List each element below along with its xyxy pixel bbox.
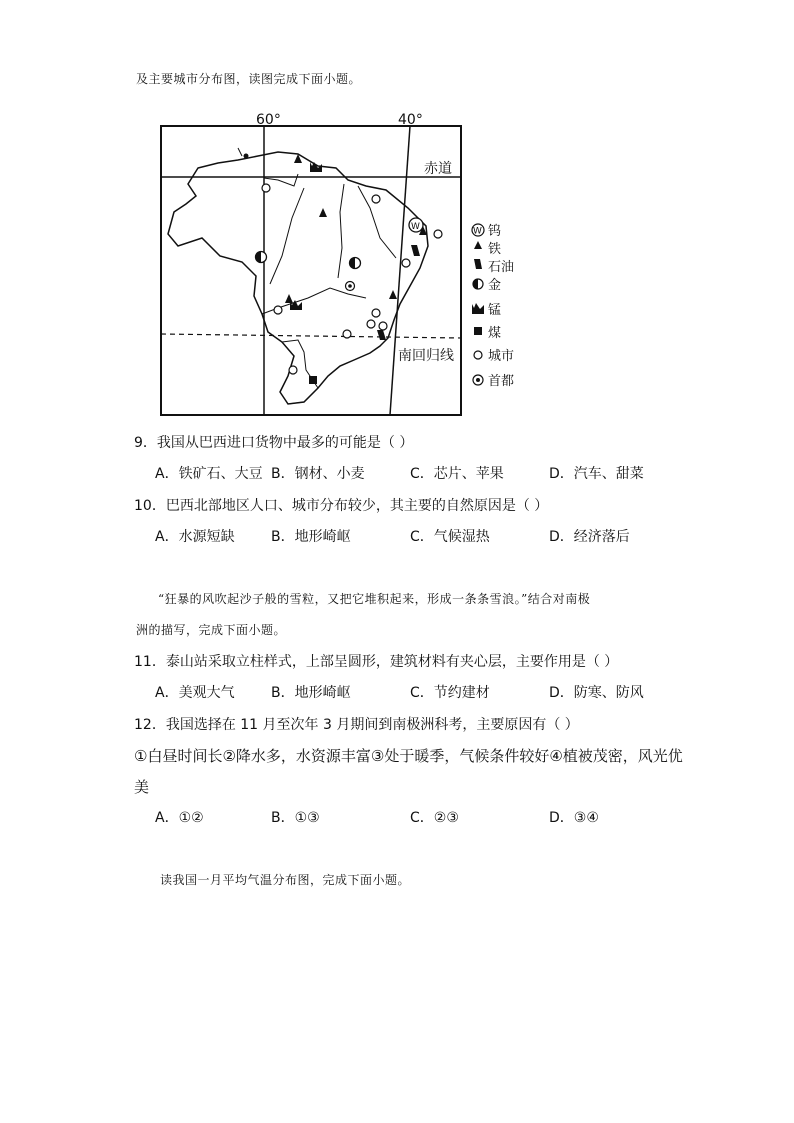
q11-option-b[interactable]: B．地形崎岖	[271, 685, 351, 701]
q12-option-d[interactable]: D．③④	[549, 810, 599, 826]
q9-option-a[interactable]: A．铁矿石、大豆	[155, 466, 263, 482]
equator-label: 赤道	[424, 161, 452, 177]
legend-oil: 石油	[488, 260, 515, 275]
meridian-40	[390, 126, 410, 415]
city-marker	[434, 230, 442, 238]
svg-text:W: W	[411, 222, 420, 232]
coal-mine	[309, 376, 317, 384]
svg-text:W: W	[473, 226, 482, 237]
q10-option-c[interactable]: C．气候湿热	[410, 529, 490, 545]
city-marker	[289, 366, 297, 374]
q11-option-d[interactable]: D．防寒、防风	[549, 685, 644, 701]
q10-option-d[interactable]: D．经济落后	[549, 529, 630, 545]
intro-text-map: 及主要城市分布图，读图完成下面小题。	[136, 72, 362, 86]
lon-60-label: 60°	[256, 112, 281, 128]
legend-capital: 首都	[488, 374, 515, 389]
legend-tungsten: 钨	[488, 224, 502, 239]
city-marker	[402, 259, 410, 267]
lon-40-label: 40°	[398, 112, 423, 128]
city-marker	[274, 306, 282, 314]
legend-city: 城市	[488, 349, 515, 364]
q11-option-a[interactable]: A．美观大气	[155, 685, 235, 701]
legend-gold: 金	[488, 278, 502, 293]
q12-option-b[interactable]: B．①③	[271, 810, 320, 826]
city-marker	[372, 195, 380, 203]
legend-manganese: 锰	[488, 303, 502, 318]
oil-symbol	[474, 259, 482, 269]
q11-option-c[interactable]: C．节约建材	[410, 685, 490, 701]
tropic-label: 南回归线	[398, 348, 454, 364]
city-marker	[262, 184, 270, 192]
iron-mine	[285, 294, 293, 303]
temperature-map-intro: 读我国一月平均气温分布图，完成下面小题。	[160, 873, 411, 887]
iron-mine	[389, 290, 397, 299]
iron-mine	[319, 208, 327, 217]
oil-field	[377, 330, 386, 340]
q10-option-a[interactable]: A．水源短缺	[155, 529, 235, 545]
q10-option-b[interactable]: B．地形崎岖	[271, 529, 351, 545]
manganese-mine	[310, 162, 322, 172]
question-10-stem: 10．巴西北部地区人口、城市分布较少，其主要的自然原因是（ ）	[134, 498, 549, 514]
map-legend	[472, 224, 514, 389]
city-marker	[372, 309, 380, 317]
coal-square	[474, 327, 482, 335]
q12-statements-line2: 美	[134, 778, 150, 796]
question-12-stem: 12．我国选择在 11 月至次年 3 月期间到南极洲科考，主要原因有（ ）	[134, 717, 579, 733]
legend-iron: 铁	[488, 242, 502, 257]
iron-triangle	[474, 241, 482, 249]
city-marker	[367, 320, 375, 328]
q9-option-c[interactable]: C．芯片、苹果	[410, 466, 504, 482]
question-9-stem: 9．我国从巴西进口货物中最多的可能是（ ）	[134, 435, 414, 451]
city-marker	[379, 322, 387, 330]
oil-field	[411, 245, 420, 256]
q9-option-d[interactable]: D．汽车、甜菜	[549, 466, 644, 482]
antarctica-intro-line1: “狂暴的风吹起沙子般的雪粒，又把它堆积起来，形成一条条雪浪。”结合对南极	[158, 592, 591, 606]
antarctica-intro-line2: 洲的描写，完成下面小题。	[136, 623, 287, 637]
manganese-symbol	[472, 303, 484, 314]
brazil-outline	[168, 152, 428, 404]
q12-option-c[interactable]: C．②③	[410, 810, 459, 826]
q12-statements-line1: ①白昼时间长②降水多，水资源丰富③处于暖季，气候条件较好④植被茂密，风光优	[134, 747, 683, 765]
city-circle	[474, 351, 482, 359]
legend-coal: 煤	[488, 326, 502, 341]
brazil-resource-map	[158, 108, 548, 420]
q9-option-b[interactable]: B．钢材、小麦	[271, 466, 365, 482]
tropic-line	[161, 334, 461, 338]
question-11-stem: 11．泰山站采取立柱样式，上部呈圆形，建筑材料有夹心层，主要作用是（ ）	[134, 654, 619, 670]
q12-option-a[interactable]: A．①②	[155, 810, 204, 826]
city-marker	[343, 330, 351, 338]
